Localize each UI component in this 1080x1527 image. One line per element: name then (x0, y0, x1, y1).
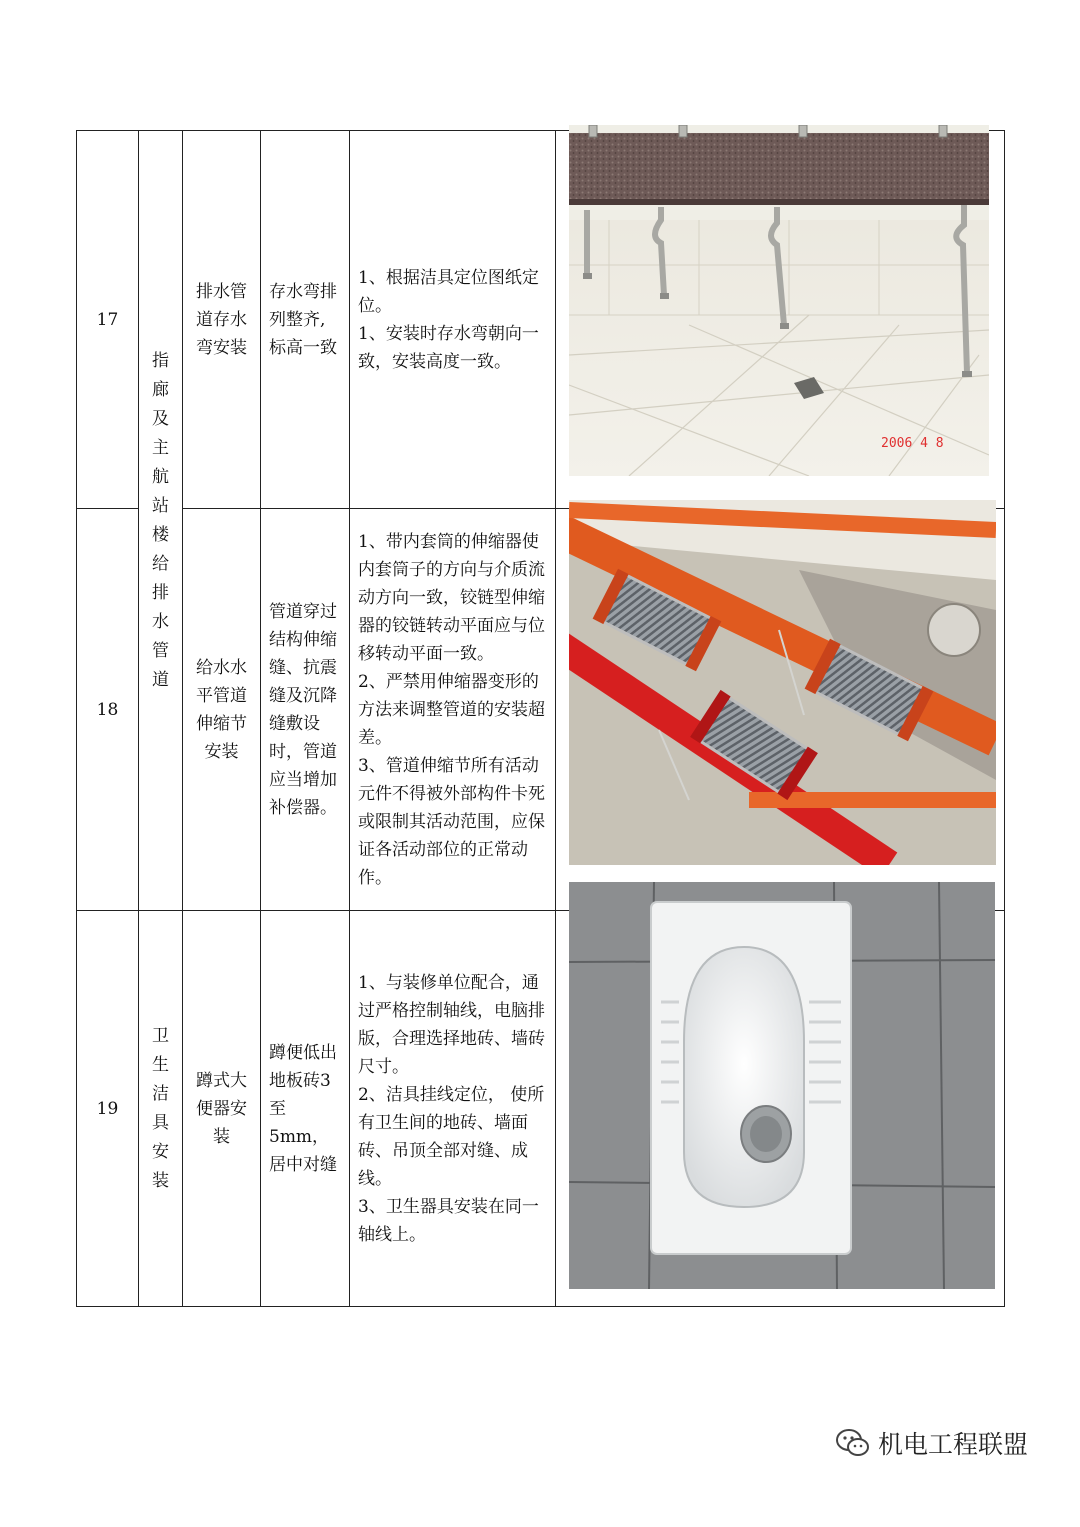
requirements-cell (350, 509, 556, 911)
requirement-line: 1、根据洁具定位图纸定位。 (358, 267, 539, 316)
row-number: 18 (77, 509, 139, 911)
watermark (836, 1425, 1028, 1461)
category-label: 指廊及主航站楼给排水管道 (151, 350, 169, 690)
row-number: 19 (77, 911, 139, 1307)
row-number: 17 (77, 131, 139, 509)
pipe-expansion-joint-photo (569, 500, 996, 865)
quality-standard: 存水弯排列整齐,标高一致 (261, 131, 350, 509)
category-cell (139, 131, 183, 911)
requirement-line: 1、与装修单位配合，通过严格控制轴线，电脑排版，合理选择地砖、墙砖尺寸。 (358, 972, 545, 1077)
item-name: 蹲式大便器安装 (183, 911, 261, 1307)
requirement-line: 2、洁具挂线定位， 使所有卫生间的地砖、墙面砖、吊顶全部对缝、成线。 (358, 1084, 545, 1189)
wechat-icon (836, 1428, 870, 1458)
requirement-line: 1、带内套筒的伸缩器使内套筒子的方向与介质流动方向一致，铰链型伸缩器的铰链转动平面应与位移转动平面一致。 (358, 531, 545, 664)
washbasin-traps-photo (569, 125, 989, 476)
photo-date-stamp: 2006 4 8 (881, 436, 944, 451)
requirements-cell (350, 911, 556, 1307)
requirements-cell (350, 131, 556, 509)
requirement-line: 2、严禁用伸缩器变形的方法来调整管道的安装超差。 (358, 671, 545, 748)
category-cell (139, 911, 183, 1307)
item-name: 排水管道存水弯安装 (183, 131, 261, 509)
requirement-line: 1、安装时存水弯朝向一致，安装高度一致。 (358, 323, 539, 372)
category-label: 卫生洁具安装 (151, 1025, 169, 1191)
requirement-line: 3、管道伸缩节所有活动元件不得被外部构件卡死或限制其活动范围，应保证各活动部位的正常动作。 (358, 755, 545, 888)
watermark-text: 机电工程联盟 (878, 1430, 1029, 1459)
quality-standard: 管道穿过结构伸缩缝、抗震缝及沉降缝敷设时，管道应当增加补偿器。 (261, 509, 350, 911)
requirement-line: 3、卫生器具安装在同一轴线上。 (358, 1196, 539, 1245)
item-name: 给水水平管道伸缩节安装 (183, 509, 261, 911)
squat-toilet-photo (569, 882, 995, 1289)
quality-standard: 蹲便低出地板砖3至5mm，居中对缝 (261, 911, 350, 1307)
